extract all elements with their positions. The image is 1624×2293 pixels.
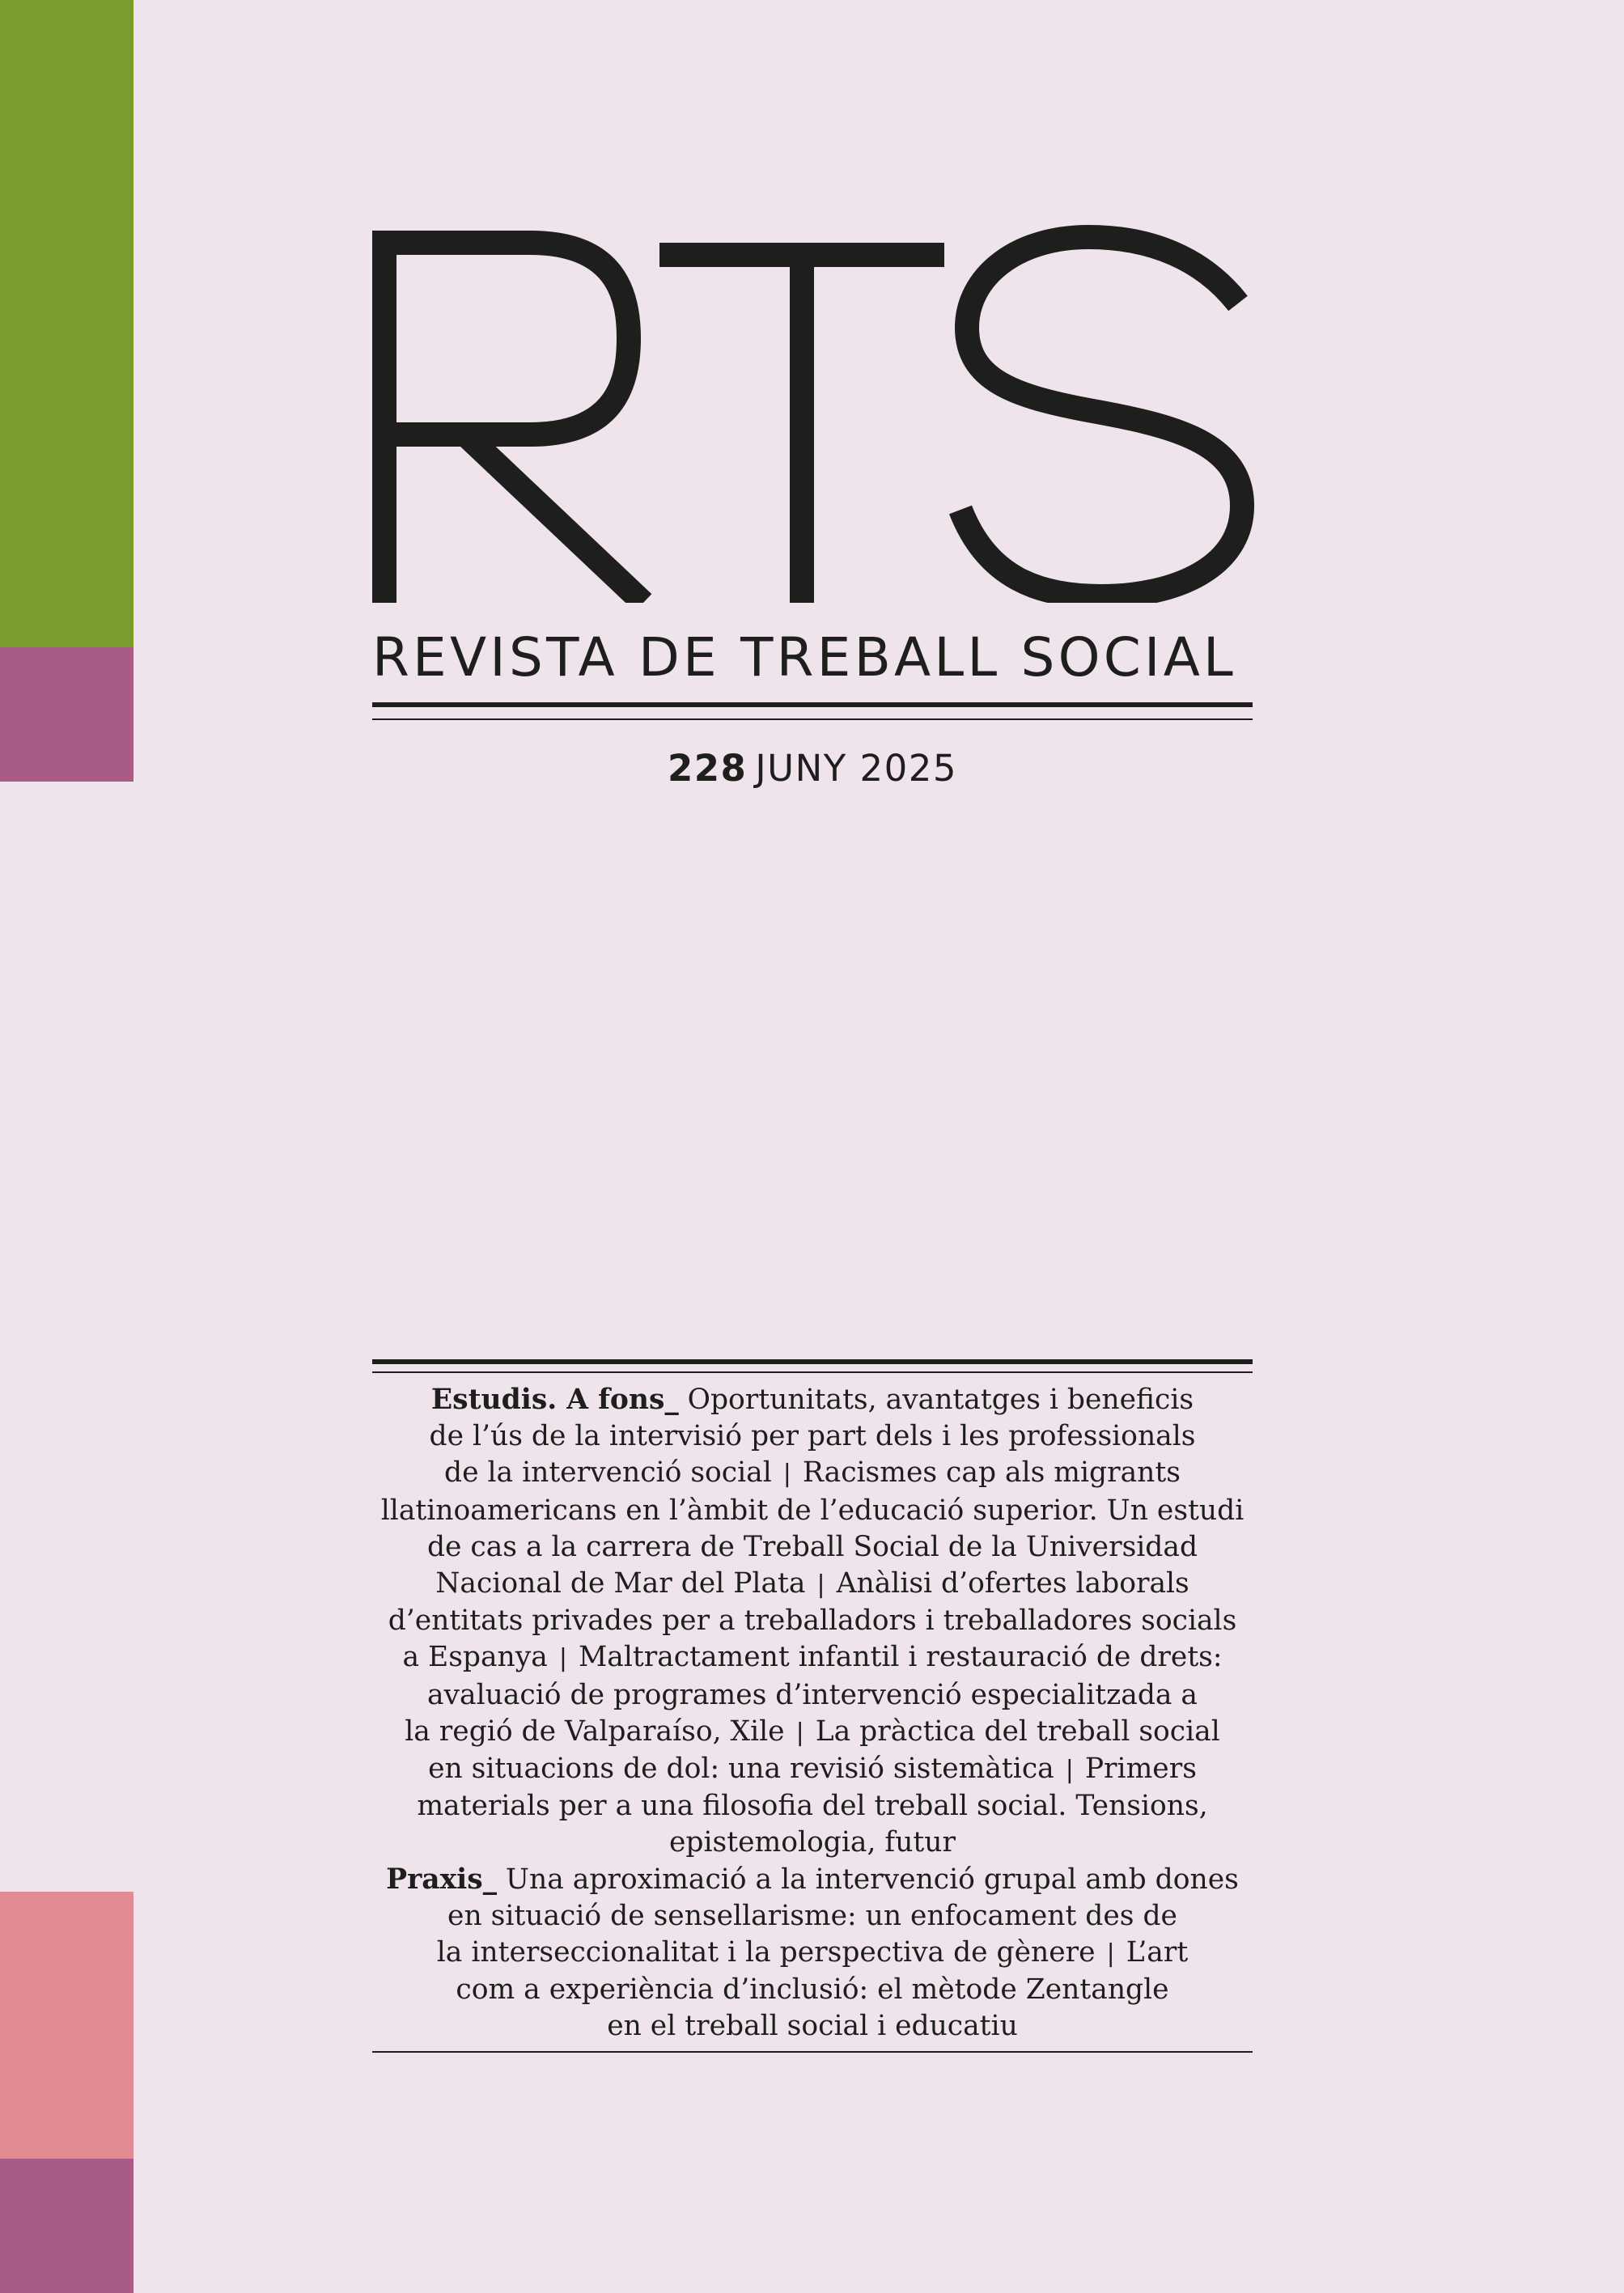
separator: | [1106, 1939, 1115, 1969]
contents-line [372, 2008, 1253, 2045]
contents-text: la regió de Valparaíso, Xile [405, 1714, 785, 1748]
table-of-contents [372, 1382, 1253, 2045]
contents-line [372, 1972, 1253, 2008]
journal-logo [368, 223, 1254, 603]
contents-text: d’entitats privades per a treballadors i treballadores socials [388, 1604, 1237, 1638]
contents-rule-thick [372, 1359, 1253, 1364]
contents-text: en el treball social i educatiu [607, 2010, 1018, 2043]
journal-subtitle: REVISTA DE TREBALL SOCIAL [372, 626, 1237, 689]
purple-color-strip [0, 2159, 134, 2293]
separator: | [1065, 1756, 1074, 1785]
contents-rule-thin [372, 1371, 1253, 1373]
pink-color-strip [0, 1892, 134, 2159]
contents-line [372, 1529, 1253, 1566]
contents-rule-bottom [372, 2051, 1253, 2053]
contents-text: com a experiència d’inclusió: el mètode Zentangle [456, 1973, 1169, 2007]
contents-text: avaluació de programes d’intervenció especialitzada a [426, 1678, 1198, 1711]
contents-text: en situació de sensellarisme: un enfocament des de [447, 1899, 1177, 1932]
contents-text: llatinoamericans en l’àmbit de l’educació superior. Un estudi [380, 1494, 1245, 1527]
mauve-color-strip [0, 647, 134, 782]
issue-info [372, 744, 1253, 793]
contents-line [372, 1566, 1253, 1603]
contents-text: Anàlisi d’ofertes laborals [836, 1567, 1189, 1600]
contents-text: de la intervenció social [444, 1456, 772, 1490]
contents-line [372, 1862, 1253, 1898]
contents-text: en situacions de dol: una revisió sistemàtica [428, 1753, 1054, 1786]
separator: | [795, 1718, 804, 1747]
contents-line [372, 1935, 1253, 1972]
contents-line [372, 1455, 1253, 1492]
contents-text: a Espanya [402, 1641, 548, 1674]
contents-text: la interseccionalitat i la perspectiva de gènere [436, 1936, 1096, 1969]
separator: | [782, 1460, 791, 1489]
masthead-rule-thick [372, 702, 1253, 707]
contents-line [372, 1714, 1253, 1751]
issue-date: JUNY 2025 [755, 747, 958, 790]
masthead-rule-thin [372, 718, 1253, 720]
contents-text: Nacional de Mar del Plata [435, 1567, 806, 1600]
separator: | [816, 1570, 825, 1600]
contents-text: Primers [1084, 1753, 1197, 1786]
green-color-strip [0, 0, 134, 647]
issue-number: 228 [667, 747, 748, 790]
separator: | [558, 1644, 567, 1673]
contents-text: Racismes cap als migrants [802, 1456, 1181, 1490]
contents-text: de l’ús de la intervisió per part dels i les professionals [429, 1420, 1196, 1453]
contents-line [372, 1788, 1253, 1825]
contents-line [372, 1382, 1253, 1418]
contents-line [372, 1603, 1253, 1639]
contents-line [372, 1639, 1253, 1676]
section-label-praxis: Praxis_ [386, 1863, 497, 1896]
contents-line [372, 1825, 1253, 1861]
section-label-estudis: Estudis. A fons_ [430, 1384, 679, 1416]
contents-text: Una aproximació a la intervenció grupal amb dones [505, 1863, 1239, 1896]
contents-text: Maltractament infantil i restauració de drets: [578, 1641, 1223, 1674]
contents-text: La pràctica del treball social [815, 1714, 1220, 1748]
contents-text: de cas a la carrera de Treball Social de la Universidad [426, 1530, 1198, 1563]
contents-text: L’art [1126, 1936, 1189, 1969]
contents-line [372, 1493, 1253, 1529]
contents-line [372, 1677, 1253, 1714]
contents-text: epistemologia, futur [669, 1826, 956, 1859]
contents-text: materials per a una filosofia del treball social. Tensions, [417, 1790, 1208, 1823]
contents-text: Oportunitats, avantatges i beneficis [687, 1384, 1194, 1416]
contents-line [372, 1751, 1253, 1788]
contents-line [372, 1418, 1253, 1455]
contents-line [372, 1898, 1253, 1935]
